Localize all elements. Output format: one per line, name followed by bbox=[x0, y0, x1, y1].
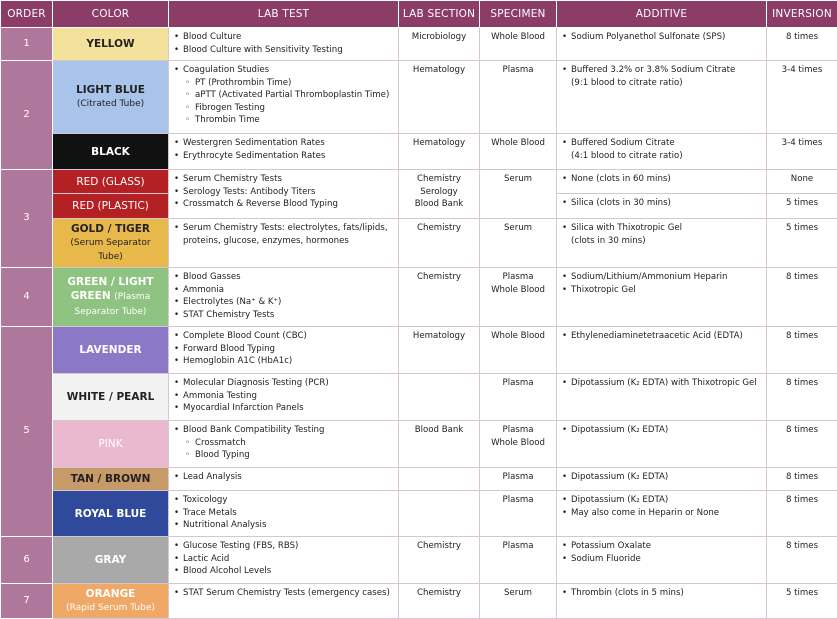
color-cell-lavender bbox=[53, 327, 169, 374]
order-cell: 4 bbox=[1, 268, 53, 327]
list-item: • Toxicology bbox=[183, 494, 394, 507]
list-item: • Sodium/Lithium/Ammonium Heparin bbox=[571, 271, 762, 284]
color-label: YELLOW bbox=[86, 38, 134, 50]
lab-test-cell bbox=[169, 61, 399, 134]
table-row bbox=[1, 468, 837, 491]
list-item: • Ammonia Testing bbox=[183, 390, 394, 403]
list-item: • Dipotassium (K₂ EDTA) bbox=[571, 494, 762, 507]
color-label: RED (PLASTIC) bbox=[72, 200, 149, 212]
specimen-line: Plasma bbox=[484, 424, 552, 437]
table-row bbox=[1, 491, 837, 537]
list-item bbox=[571, 64, 762, 89]
list-item bbox=[183, 424, 394, 462]
header-row bbox=[1, 1, 837, 28]
color-sublabel: (Plasma Separator Tube) bbox=[75, 292, 151, 317]
additive-cell bbox=[557, 61, 767, 134]
list-item: • Glucose Testing (FBS, RBS) bbox=[183, 540, 394, 553]
specimen-cell: Plasma bbox=[480, 61, 557, 134]
inversion-cell: 8 times bbox=[767, 537, 837, 584]
additive-line: (4:1 blood to citrate ratio) bbox=[571, 150, 762, 163]
list-item: • Molecular Diagnosis Testing (PCR) bbox=[183, 377, 394, 390]
color-sublabel: (Serum Separator Tube) bbox=[57, 236, 164, 264]
list-item: • Sodium Fluoride bbox=[571, 553, 762, 566]
inversion-cell: 8 times bbox=[767, 28, 837, 61]
lab-test-cell bbox=[169, 491, 399, 537]
specimen-cell: Plasma bbox=[480, 537, 557, 584]
list-item: • Hemoglobin A1C (HbA1c) bbox=[183, 355, 394, 368]
color-cell-light-blue bbox=[53, 61, 169, 134]
list-item bbox=[183, 222, 394, 247]
lab-section-cell: Blood Bank bbox=[399, 421, 480, 468]
list-item: • Blood Culture bbox=[183, 31, 394, 44]
list-item: • Ammonia bbox=[183, 284, 394, 297]
additive-cell bbox=[557, 421, 767, 468]
list-item: • Lactic Acid bbox=[183, 553, 394, 566]
list-item: • Forward Blood Typing bbox=[183, 343, 394, 356]
lab-section-cell bbox=[399, 491, 480, 537]
lab-test-cell bbox=[169, 28, 399, 61]
list-item-text: Blood Bank Compatibility Testing bbox=[183, 425, 324, 435]
additive-cell bbox=[557, 28, 767, 61]
list-item: • Dipotassium (K₂ EDTA) with Thixotropic Gel bbox=[571, 377, 762, 390]
lab-section-cell: Chemistry bbox=[399, 584, 480, 619]
color-sublabel: (Rapid Serum Tube) bbox=[57, 601, 164, 615]
specimen-cell: Serum bbox=[480, 219, 557, 268]
color-label: PINK bbox=[98, 438, 122, 450]
list-item: • Potassium Oxalate bbox=[571, 540, 762, 553]
sub-list-item: ◦ aPTT (Activated Partial Thromboplastin Time) bbox=[195, 89, 394, 102]
color-label: GRAY bbox=[95, 554, 126, 566]
additive-cell bbox=[557, 491, 767, 537]
inversion-cell: 5 times bbox=[767, 219, 837, 268]
specimen-cell: Plasma bbox=[480, 491, 557, 537]
table-row bbox=[1, 134, 837, 170]
lab-test-cell bbox=[169, 584, 399, 619]
color-sublabel: (Citrated Tube) bbox=[57, 97, 164, 111]
lab-test-cell bbox=[169, 537, 399, 584]
list-item: • Complete Blood Count (CBC) bbox=[183, 330, 394, 343]
order-cell: 6 bbox=[1, 537, 53, 584]
section-line: Serology bbox=[403, 186, 475, 199]
additive-line: (9:1 blood to citrate ratio) bbox=[571, 77, 762, 90]
additive-cell bbox=[557, 219, 767, 268]
list-item: • Blood Alcohol Levels bbox=[183, 565, 394, 578]
additive-cell bbox=[557, 374, 767, 421]
color-label: RED (GLASS) bbox=[76, 176, 144, 188]
list-item: • Electrolytes (Na⁺ & K⁺) bbox=[183, 296, 394, 309]
order-cell: 7 bbox=[1, 584, 53, 619]
inversion-cell: 3-4 times bbox=[767, 61, 837, 134]
order-cell: 3 bbox=[1, 170, 53, 268]
color-label: GREEN bbox=[71, 290, 111, 302]
specimen-cell: Serum bbox=[480, 584, 557, 619]
specimen-cell: Plasma bbox=[480, 374, 557, 421]
color-cell-white bbox=[53, 374, 169, 421]
header-inversion: INVERSION bbox=[767, 1, 837, 28]
lab-section-cell: Chemistry bbox=[399, 537, 480, 584]
sub-list-item: ◦ Fibrogen Testing bbox=[195, 102, 394, 115]
inversion-cell: 5 times bbox=[767, 194, 837, 219]
color-cell-yellow bbox=[53, 28, 169, 61]
list-item: • Silica (clots in 30 mins) bbox=[571, 197, 762, 210]
additive-line: • Silica with Thixotropic Gel bbox=[571, 222, 762, 235]
inversion-cell: 8 times bbox=[767, 374, 837, 421]
header-color: COLOR bbox=[53, 1, 169, 28]
list-item: • STAT Chemistry Tests bbox=[183, 309, 394, 322]
list-item bbox=[183, 64, 394, 127]
list-item: • Thrombin (clots in 5 mins) bbox=[571, 587, 762, 600]
lab-test-cell bbox=[169, 170, 399, 219]
lab-section-cell: Hematology bbox=[399, 327, 480, 374]
lab-section-cell: Microbiology bbox=[399, 28, 480, 61]
specimen-cell bbox=[480, 268, 557, 327]
table-row bbox=[1, 219, 837, 268]
color-cell-gray bbox=[53, 537, 169, 584]
test-line: • Serum Chemistry Tests: electrolytes, fats/lipids, bbox=[183, 222, 394, 235]
specimen-cell: Serum bbox=[480, 170, 557, 219]
specimen-line: Whole Blood bbox=[484, 437, 552, 450]
inversion-cell: 8 times bbox=[767, 468, 837, 491]
additive-line: • Buffered Sodium Citrate bbox=[571, 137, 762, 150]
list-item: • Myocardial Infarction Panels bbox=[183, 402, 394, 415]
list-item: • Ethylenediaminetetraacetic Acid (EDTA) bbox=[571, 330, 762, 343]
color-label: LAVENDER bbox=[79, 344, 141, 356]
table-row bbox=[1, 537, 837, 584]
color-cell-pink bbox=[53, 421, 169, 468]
list-item: • Westergren Sedimentation Rates bbox=[183, 137, 394, 150]
sub-list-item: ◦ Thrombin Time bbox=[195, 114, 394, 127]
color-cell-red-plastic bbox=[53, 194, 169, 219]
additive-cell bbox=[557, 327, 767, 374]
color-label: LIGHT BLUE bbox=[57, 83, 164, 97]
lab-test-cell bbox=[169, 219, 399, 268]
list-item: • Sodium Polyanethol Sulfonate (SPS) bbox=[571, 31, 762, 44]
color-label: TAN / BROWN bbox=[71, 473, 151, 485]
specimen-line: Whole Blood bbox=[484, 284, 552, 297]
list-item: • Lead Analysis bbox=[183, 471, 394, 484]
additive-cell bbox=[557, 170, 767, 194]
order-cell: 2 bbox=[1, 61, 53, 170]
list-item: • Crossmatch & Reverse Blood Typing bbox=[183, 198, 394, 211]
lab-section-cell bbox=[399, 374, 480, 421]
table-row bbox=[1, 421, 837, 468]
specimen-cell: Whole Blood bbox=[480, 28, 557, 61]
sub-list-item: ◦ PT (Prothrombin Time) bbox=[195, 77, 394, 90]
color-label: ROYAL BLUE bbox=[75, 508, 147, 520]
lab-section-cell: Chemistry bbox=[399, 219, 480, 268]
order-cell: 5 bbox=[1, 327, 53, 537]
color-cell-tan bbox=[53, 468, 169, 491]
list-item: • Serum Chemistry Tests bbox=[183, 173, 394, 186]
list-item: • Dipotassium (K₂ EDTA) bbox=[571, 424, 762, 437]
lab-test-cell bbox=[169, 468, 399, 491]
table-row bbox=[1, 170, 837, 194]
sub-list-item: ◦ Crossmatch bbox=[195, 437, 394, 450]
list-item: • May also come in Heparin or None bbox=[571, 507, 762, 520]
color-cell-red-glass bbox=[53, 170, 169, 194]
lab-test-cell bbox=[169, 134, 399, 170]
specimen-cell: Whole Blood bbox=[480, 327, 557, 374]
inversion-cell: 8 times bbox=[767, 421, 837, 468]
color-cell-black bbox=[53, 134, 169, 170]
inversion-cell: 8 times bbox=[767, 268, 837, 327]
color-cell-green bbox=[53, 268, 169, 327]
lab-test-cell bbox=[169, 268, 399, 327]
test-line: proteins, glucose, enzymes, hormones bbox=[183, 235, 394, 248]
list-item bbox=[571, 222, 762, 247]
sub-list-item: ◦ Blood Typing bbox=[195, 449, 394, 462]
list-item bbox=[571, 137, 762, 162]
lab-section-cell: Hematology bbox=[399, 134, 480, 170]
list-item: • Nutritional Analysis bbox=[183, 519, 394, 532]
table-row bbox=[1, 28, 837, 61]
color-label: BLACK bbox=[91, 146, 130, 158]
additive-line: (clots in 30 mins) bbox=[571, 235, 762, 248]
list-item: • Blood Culture with Sensitivity Testing bbox=[183, 44, 394, 57]
list-item: • Blood Gasses bbox=[183, 271, 394, 284]
section-line: Chemistry bbox=[403, 173, 475, 186]
header-order: ORDER bbox=[1, 1, 53, 28]
lab-section-cell: Hematology bbox=[399, 61, 480, 134]
list-item: • Dipotassium (K₂ EDTA) bbox=[571, 471, 762, 484]
section-line: Blood Bank bbox=[403, 198, 475, 211]
specimen-cell: Plasma bbox=[480, 468, 557, 491]
list-item: • None (clots in 60 mins) bbox=[571, 173, 762, 186]
list-item: • STAT Serum Chemistry Tests (emergency cases) bbox=[183, 587, 394, 600]
lab-section-cell bbox=[399, 468, 480, 491]
list-item: • Thixotropic Gel bbox=[571, 284, 762, 297]
color-cell-gold bbox=[53, 219, 169, 268]
inversion-cell: 5 times bbox=[767, 584, 837, 619]
inversion-cell: None bbox=[767, 170, 837, 194]
additive-cell bbox=[557, 194, 767, 219]
header-specimen: SPECIMEN bbox=[480, 1, 557, 28]
specimen-cell: Whole Blood bbox=[480, 134, 557, 170]
header-lab-section: LAB SECTION bbox=[399, 1, 480, 28]
list-item: • Erythrocyte Sedimentation Rates bbox=[183, 150, 394, 163]
list-item: • Trace Metals bbox=[183, 507, 394, 520]
list-item-text: Coagulation Studies bbox=[183, 65, 269, 75]
lab-test-cell bbox=[169, 327, 399, 374]
additive-cell bbox=[557, 537, 767, 584]
color-cell-orange bbox=[53, 584, 169, 619]
color-label: WHITE / PEARL bbox=[67, 391, 155, 403]
table-row bbox=[1, 268, 837, 327]
color-cell-royal-blue bbox=[53, 491, 169, 537]
table-row bbox=[1, 584, 837, 619]
lab-section-cell bbox=[399, 170, 480, 219]
color-label: GREEN / LIGHT bbox=[57, 275, 164, 289]
color-label: GOLD / TIGER bbox=[57, 222, 164, 236]
additive-line: • Buffered 3.2% or 3.8% Sodium Citrate bbox=[571, 64, 762, 77]
additive-cell bbox=[557, 468, 767, 491]
lab-test-cell bbox=[169, 374, 399, 421]
color-label: ORANGE bbox=[57, 587, 164, 601]
specimen-line: Plasma bbox=[484, 271, 552, 284]
inversion-cell: 8 times bbox=[767, 491, 837, 537]
header-additive: ADDITIVE bbox=[557, 1, 767, 28]
table-row bbox=[1, 327, 837, 374]
table-row bbox=[1, 61, 837, 134]
additive-cell bbox=[557, 584, 767, 619]
table-row bbox=[1, 374, 837, 421]
header-lab-test: LAB TEST bbox=[169, 1, 399, 28]
specimen-cell bbox=[480, 421, 557, 468]
inversion-cell: 3-4 times bbox=[767, 134, 837, 170]
additive-cell bbox=[557, 268, 767, 327]
list-item: • Serology Tests: Antibody Titers bbox=[183, 186, 394, 199]
inversion-cell: 8 times bbox=[767, 327, 837, 374]
lab-section-cell: Chemistry bbox=[399, 268, 480, 327]
additive-cell bbox=[557, 134, 767, 170]
lab-test-cell bbox=[169, 421, 399, 468]
order-cell: 1 bbox=[1, 28, 53, 61]
